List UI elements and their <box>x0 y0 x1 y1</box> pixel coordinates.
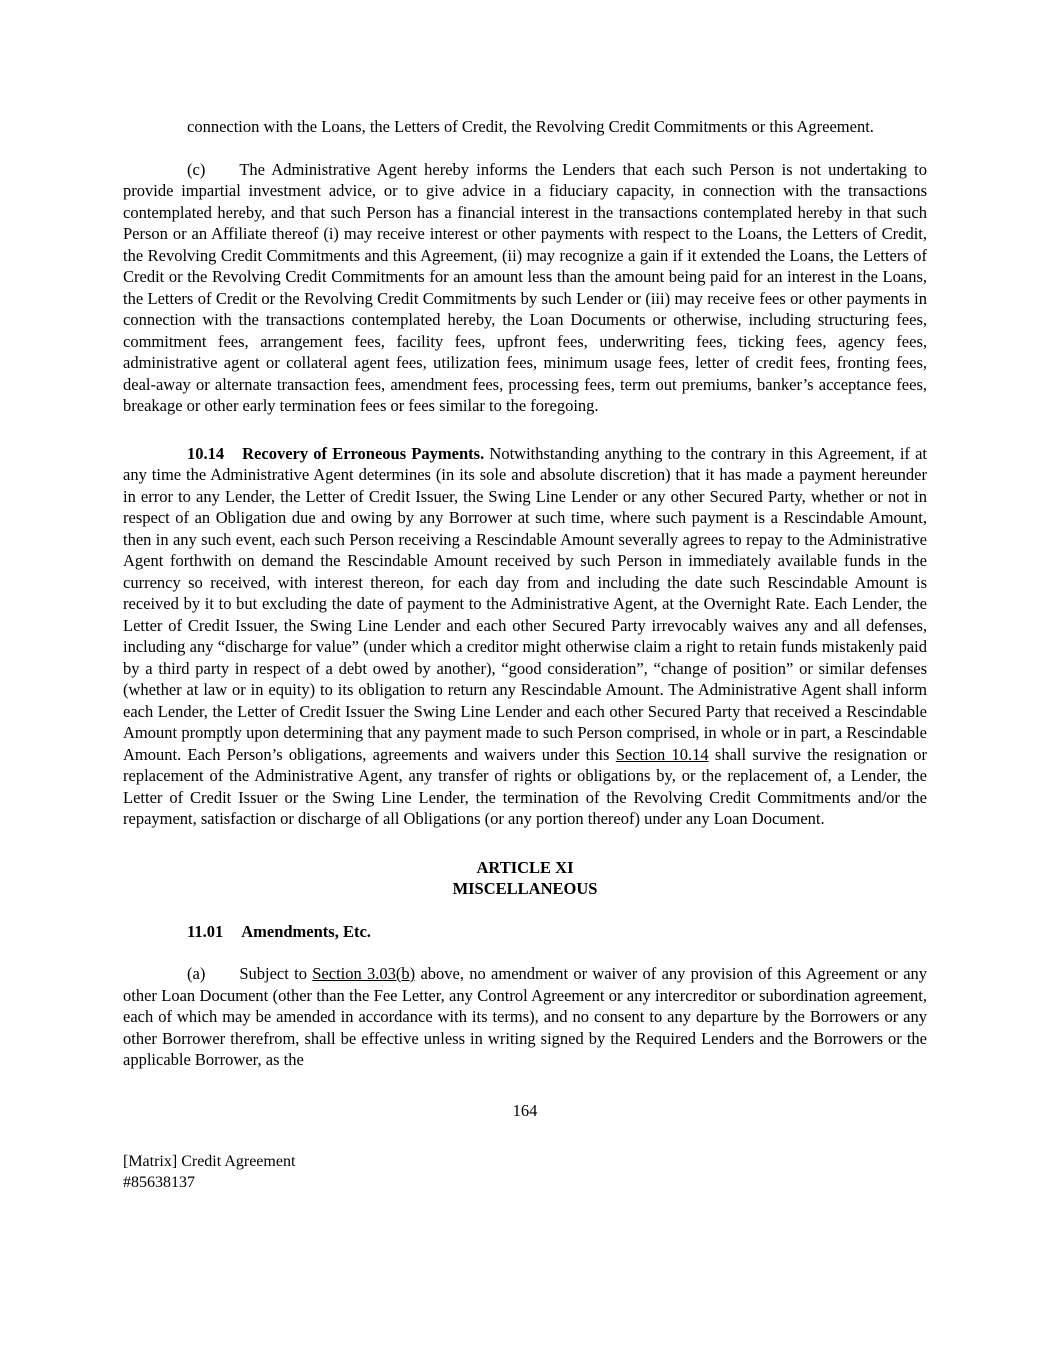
document-footer <box>123 1151 927 1193</box>
paragraph-a-before-crossref: Subject to <box>239 964 313 983</box>
article-heading <box>123 857 927 900</box>
article-heading-line1: ARTICLE XI <box>476 857 574 877</box>
footer-document-id: #85638137 <box>123 1174 195 1191</box>
page-number: 164 <box>512 1100 538 1120</box>
section-10-14-body-part1: Notwithstanding anything to the contrary in this Agreement, if at any time the Administrative Agent determines (in its sole and absolute discretion) that it has made a payment hereunder in error to any Lender, the Letter of Credit Issuer, the Swing Line Lender or any other Secured Party, whether or not in respect of an Obligation due and owing by any Borrower at such time, where such payment is a Rescindable Amount, then in any such event, each such Person receiving a Rescindable Amount severally agrees to repay to the Administrative Agent forthwith on demand the Rescindable Amount received by such Person in immediately available funds in the currency so received, with interest thereon, for each day from and including the date such Rescindable Amount is received by it to but excluding the date of payment to the Administrative Agent, at the Overnight Rate. Each Lender, the Letter of Credit Issuer, the Swing Line Lender and each other Secured Party irrevocably waives any and all defenses, including any “discharge for value” (under which a creditor might otherwise claim a right to retain funds mistakenly paid by a third party in respect of a debt owed by another), “good consideration”, “change of position” or similar defenses (whether at law or in equity) to its obligation to return any Rescindable Amount. The Administrative Agent shall inform each Lender, the Letter of Credit Issuer the Swing Line Lender and each other Secured Party that received a Rescindable Amount promptly upon determining that any payment made to such Person comprised, in whole or in part, a Rescindable Amount. Each Person’s obligations, agreements and waivers under this <box>123 443 927 764</box>
section-11-01-title: Amendments, Etc. <box>241 921 371 941</box>
section-10-14-number: 10.14 <box>187 443 225 463</box>
paragraph-c <box>123 159 927 417</box>
footer-document-title: [Matrix] Credit Agreement <box>123 1153 296 1170</box>
continuation-paragraph: connection with the Loans, the Letters of Credit, the Revolving Credit Commitments or this Agreement. <box>187 117 874 136</box>
crossref-section-3-03b: Section 3.03(b) <box>312 964 416 983</box>
section-10-14-body-part2: shall survive the resignation or replacement of the Administrative Agent, any transfer of rights or obligations by, or the replacement of, a Lender, the Letter of Credit Issuer or the Swing Line Lender, the termination of the Revolving Credit Commitments and/or the repayment, satisfaction or discharge of all Obligations (or any portion thereof) under any Loan Document. <box>123 744 927 828</box>
paragraph-c-label: (c) <box>187 159 206 179</box>
paragraph-a-after-crossref: above, no amendment or waiver of any provision of this Agreement or any other Loan Document (other than the Fee Letter, any Control Agreement or any intercreditor or subordination agreement, each of which may be amended in accordance with its terms), and no consent to any departure by the Borrowers or any other Borrower therefrom, shall be effective unless in writing signed by the Required Lenders and the Borrowers or the applicable Borrower, as the <box>123 964 928 1069</box>
article-heading-line2: MISCELLANEOUS <box>452 879 598 898</box>
section-10-14-paragraph <box>123 443 927 830</box>
section-11-01-number: 11.01 <box>187 921 224 941</box>
paragraph-c-text: The Administrative Agent hereby informs the Lenders that each such Person is not undertaking to provide impartial investment advice, or to give advice in a fiduciary capacity, in connection with the transactions contemplated hereby, and that such Person has a financial interest in the transactions contemplated hereby in that such Person or an Affiliate thereof (i) may receive interest or other payments with respect to the Loans, the Letters of Credit, the Revolving Credit Commitments and this Agreement, (ii) may recognize a gain if it extended the Loans, the Letters of Credit or the Revolving Credit Commitments for an amount less than the amount being paid for an interest in the Loans, the Letters of Credit or the Revolving Credit Commitments by such Lender or (iii) may receive fees or other payments in connection with the transactions contemplated hereby, the Loan Documents or otherwise, including structuring fees, commitment fees, arrangement fees, facility fees, upfront fees, underwriting fees, ticking fees, agency fees, administrative agent or collateral agent fees, utilization fees, minimum usage fees, letter of credit fees, fronting fees, deal-away or alternate transaction fees, amendment fees, processing fees, term out premiums, banker’s acceptance fees, breakage or other early termination fees or fees similar to the foregoing. <box>123 159 927 415</box>
crossref-section-10-14: Section 10.14 <box>615 744 709 764</box>
paragraph-a <box>123 963 927 1071</box>
paragraph-a-label: (a) <box>187 964 206 983</box>
section-10-14-heading: Recovery of Erroneous Payments. <box>242 443 485 463</box>
section-11-01-heading <box>123 921 927 943</box>
